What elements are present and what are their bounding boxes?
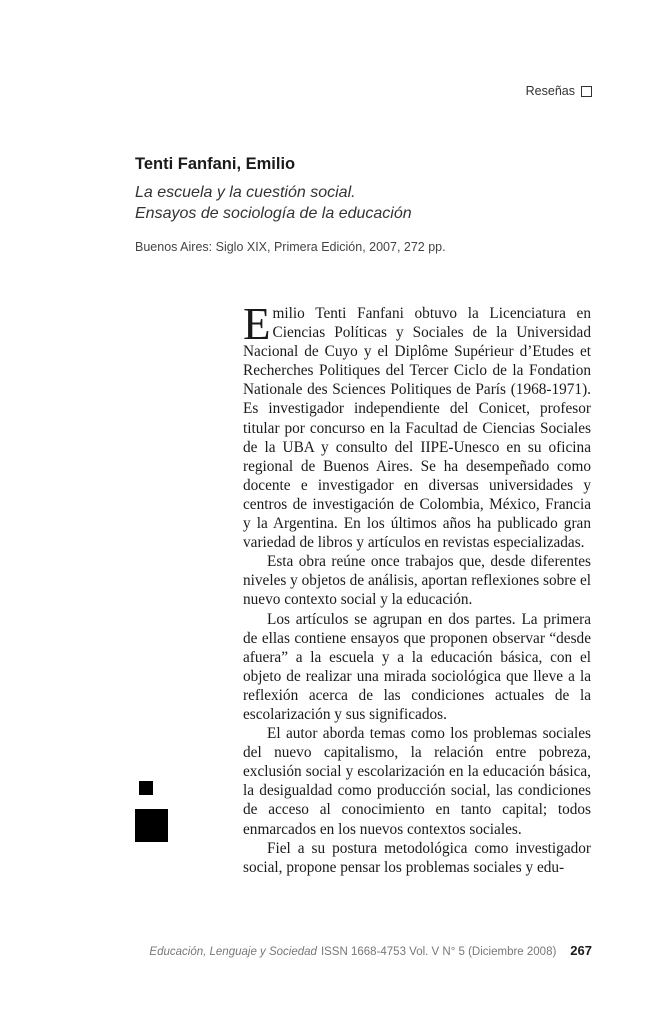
paragraph-5: Fiel a su postura metodológica como investigador social, propone pensar los problemas sociales y edu- (243, 839, 591, 876)
drop-cap: E (243, 299, 271, 349)
book-title-line1: La escuela y la cuestión social. (135, 184, 356, 201)
decorative-square-small (139, 781, 153, 795)
review-body (243, 299, 591, 877)
book-title-line2: Ensayos de sociología de la educación (135, 205, 412, 222)
issn-info: ISSN 1668-4753 Vol. V N° 5 (Diciembre 2008) (320, 946, 557, 958)
paragraph-1-text: milio Tenti Fanfani obtuvo la Licenciatura en Ciencias Políticas y Sociales de la Universidad Nacional de Cuyo y el Diplôme Supérieur d’Etudes et Recherches Politiques del Tercer Ciclo de la Fondation Nationale des Sciences Politiques de París (1968-1971). Es investigador independiente del Conicet, profesor titular por concurso en la Facultad de Ciencias Sociales de la UBA y consulto del IIPE-Unesco en su oficina regional de Buenos Aires. Se ha desempeñado como docente e investigador en diversas universidades y centros de investigación de Colombia, México, Francia y la Argentina. En los últimos años ha publicado gran variedad de libros y artículos en revistas especializadas. (243, 305, 591, 552)
section-label: Reseñas (525, 84, 575, 98)
decorative-square-large (135, 809, 168, 842)
paragraph-3: Los artículos se agrupan en dos partes. La primera de ellas contiene ensayos que proponen observar “desde afuera” a la escuela y a la educación básica, con el objeto de realizar una mirada sociológica que lleve a la reflexión acerca de las condiciones actuales de la escolarización y sus significados. (243, 610, 591, 723)
book-title (135, 182, 555, 224)
journal-name: Educación, Lenguaje y Sociedad (149, 946, 317, 958)
paragraph-4: El autor aborda temas como los problemas sociales del nuevo capitalismo, la relación entre pobreza, exclusión social y escolarización en la educación básica, la desigualdad como producción social, las condiciones de acceso al conocimiento en tanto capital; todos enmarcados en los nuevos contextos sociales. (243, 725, 591, 838)
paragraph-1 (243, 299, 591, 552)
page-number: 267 (570, 943, 592, 958)
publication-info: Buenos Aires: Siglo XIX, Primera Edición, 2007, 272 pp. (135, 240, 446, 254)
square-icon (581, 86, 592, 97)
section-header (526, 84, 592, 98)
review-author: Tenti Fanfani, Emilio (135, 155, 296, 173)
paragraph-2: Esta obra reúne once trabajos que, desde diferentes niveles y objetos de análisis, aportan reflexiones sobre el nuevo contexto social y la educación. (243, 553, 591, 609)
page-footer (149, 943, 592, 958)
